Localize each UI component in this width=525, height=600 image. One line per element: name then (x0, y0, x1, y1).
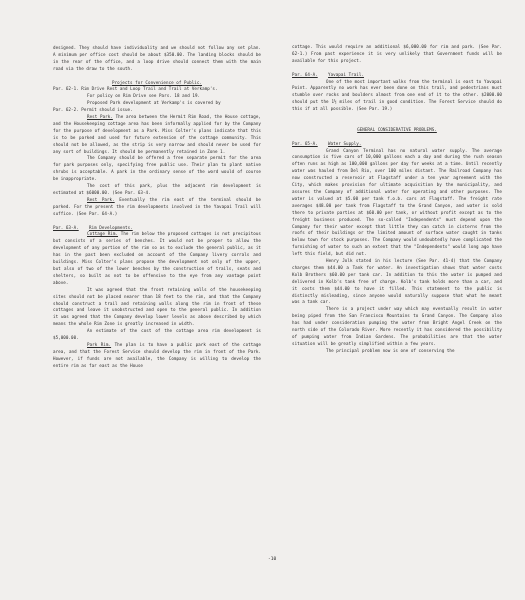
paragraph-gap (292, 134, 502, 141)
section-heading (292, 127, 502, 134)
paragraph-lead: Rest Park. (87, 114, 113, 120)
paragraph-gap (292, 65, 502, 72)
paragraph-lead: Park Rim. (87, 341, 112, 347)
paragraph-heading (292, 72, 502, 79)
paragraph (53, 231, 261, 286)
section-heading-text: Projects for Convenience of Public. (112, 79, 202, 85)
paragraph-title: Water Supply. (328, 140, 362, 146)
section-heading-text: GENERAL CONSIDERATIVE PROBLEMS. (357, 126, 437, 132)
paragraph-gap (292, 120, 502, 127)
paragraph-body: The area between the Hermit Rim Road, the House cottage, and the Housekeeping cottage area has been informally applied for by the Company for the purpose of development as a Park. Miss Colter's plans indicate that this is to be parked and used for future extension of the cottage community. This should not be allowed, as the strip is very narrow and should never be used for any sort of buildings. It should be permanently retained in Zone 1. (53, 114, 261, 154)
paragraph (53, 197, 261, 218)
paragraph: One of the most important walks from the terminal is east to Yavapai Point. Apparently no work has ever been done on this trail, and pedestrians must stumble over rocks and boulders almost from one end of it to the other. $2000.00 should put the 1½ miles of trail in good condition. The Forest Service should do this if at all possible. (See Par. 19.) (292, 78, 502, 112)
paragraph: There is a project under way which may eventually result in water being piped from the San Francisco Mountains to Grand Canyon. The Company also has had under consideration pumping the water from Bright Angel Creek on the north side of the Colorado River. More recently it has considered the possibility of pumping water from Indian Gardens. The probabilities are that the water situation will be greatly simplified within a few years. (292, 306, 502, 346)
paragraph: An estimate of the cost of the cottage area rim development is $5,000.00. (53, 328, 261, 341)
right-column (292, 44, 502, 355)
paragraph-number: Par. 64-A. (292, 71, 318, 77)
paragraph: The cost of this park, plus the adjacent rim development is estimated at $6000.00. (See Par. 63-4. (53, 183, 261, 196)
paragraph (53, 342, 261, 370)
paragraph-lead: Cottage Rim. (87, 231, 119, 237)
paragraph-lead: Rest Park. (87, 196, 115, 202)
paragraph: Par. 62-1. Rim Drive Rest and Loop Trail and Trail at Verkamp's. (53, 86, 218, 92)
paragraph: The Company should be offered a free separate permit for the area for park purposes only, specifying free public use. Their plan to plant native shrubs is acceptable. A park in the ordinary sense of the word would of course be inappropriate. (53, 155, 261, 182)
paragraph-body: The rim below the proposed cottages is not precipitous but consists of a series of benches. It would not be proper to allow the development of any portion of the rim so as to exclude the general public, as it has in the past been excluded on account of the Company livery corrals and buildings. Miss Colter's plans propose the development not only of the upper, but also of two of the lower benches by the construction of trails, seats and shelters, so built as not to be offensive to the eye from any vantage point above. (53, 231, 261, 285)
paragraph-gap (53, 73, 261, 80)
paragraph-body: The plan is to have a public park east of the cottage area, and that the Forest Service should develop the rim in front of the Park. However, if funds are not available, the Company is willing to develop the entire rim as far east as the House (53, 341, 262, 368)
paragraph: cottage. This would require an additional $6,000.00 for rim and park. (See Par. 62-1.) From past experience it is very unlikely that Government funds will be available for this project. (292, 44, 502, 63)
paragraph-heading (53, 225, 261, 232)
paragraph: Grand Canyon Terminal has no natural water supply. The average consumption is five cars of 10,000 gallons each a day and during the rush season often runs as high as 100,000 gallons per day for weeks at a time. Until recently water was hauled from Del Rio, over 100 miles distant. The Railroad Company has now constructed a reservoir at Flagstaff under a ten year agreement with the City, which makes provision for ultimate acquisition by the municipality, and assures the Company of additional water for operating and other purposes. The water is valued at $5.00 per tank f.o.b. cars at Flagstaff. The freight rate averages $48.00 per tank from Flagstaff to the Grand Canyon, and water is sold there to private parties at $60.00 per tank, or without profit except as to the freight business produced. The so-called "Independents" must depend upon the Company for their water except that little they can catch in cisterns from the roofs of their buildings or the limited amount of surface water caught in tanks below town for stock purposes. The Company would undoubtedly have complicated the furnishing of water to such an extent that the "Independents" would long ago have left this field, but did not. (292, 147, 502, 257)
paragraph-gap (53, 218, 261, 225)
paragraph-number: Par. 65-A. (292, 140, 318, 146)
paragraph: Henry Jolk stated in his lecture (See Par. 41-4) that the Company charges them $44.00 a Tank for water. An investigation shows that water costs Kolb Brothers $60.00 per tank car. In addition to this the water is pumped and delivered in Kolb's tank free of charge. Kolb's tank holds more than a car, and it costs them $44.00 to have it filled. This statement to the public is distinctly misleading, since anyone would naturally suppose that what he meant was a tank car. (292, 258, 502, 305)
paragraph-gap (292, 113, 502, 120)
paragraph-number: Par. 63-A. (53, 224, 79, 230)
paragraph-title: Yavapai Trail. (328, 71, 365, 77)
section-heading (53, 80, 261, 87)
paragraph: For policy on Rim Drive see Pars. 18 and 19. (87, 93, 201, 99)
paragraph: The principal problem now is one of conserving the (326, 347, 455, 353)
paragraph (53, 114, 261, 155)
paragraph-title: Rim Developments. (89, 224, 133, 230)
page-number: -10 (268, 557, 277, 562)
paragraph-heading (292, 141, 502, 148)
paragraph: Proposed Park development at Verkamp's is covered by (87, 100, 221, 106)
paragraph: Par. 62-2. Permit should issue. (53, 107, 133, 113)
paragraph-body: Eventually the rim east of the terminal should be parked. For the present the rim developments involved in the Yavapai Trail will suffice. (See Par. 64-A.) (53, 196, 261, 216)
left-column (53, 45, 261, 370)
paragraph: designed. They should have individuality and we should not follow any set plan. A minimum per office cost should be about $350.00. The landing blocks should be in the rear of the office, and a loop drive should connect them with the main road via the draw to the south. (53, 45, 261, 71)
paragraph: It was agreed that the front retaining walls of the housekeeping sites should not be placed nearer than 18 feet to the rim, and that the Company should construct a trail and retaining walls along the rim in front of these cottages and leave it unobstructed and open to the general public. In addition it was agreed that the Company develop lower levels as above described by which means the whole Rim Zone is greatly increased in width. (53, 286, 261, 327)
